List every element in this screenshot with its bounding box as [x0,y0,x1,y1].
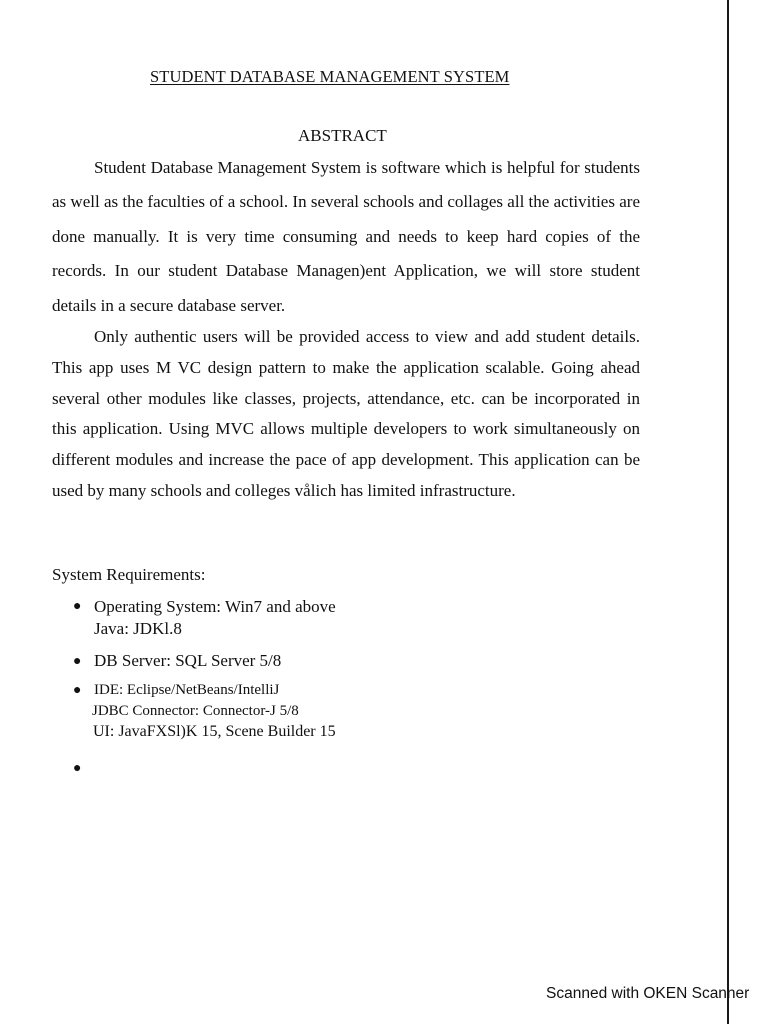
requirement-db-server: DB Server: SQL Server 5/8 [94,651,282,670]
requirement-jdbc: JDBC Connector: Connector-J 5/8 [92,703,299,719]
requirement-ide: IDE: Eclipse/NetBeans/IntelliJ [94,682,280,698]
requirement-ui: UI: JavaFXSl)K 15, Scene Builder 15 [93,723,336,740]
bullet-icon: ● [73,599,82,614]
abstract-paragraph-1: Student Database Management System is software which is helpful for students as well as the faculties of a school. In several schools and collages all the activities are done manually. It is very time consuming and needs to keep hard copies of the records. In our student Database Managen)ent Application, we will store student details in a secure database server. [52,158,640,315]
abstract-paragraph-2: Only authentic users will be provided access to view and add student details. This app uses M VC design pattern to make the application scalable. Going ahead several other modules like classes, projects, attendance, etc. can be incorporated in this application. Using MVC allows multiple developers to work simultaneously on different modules and increase the pace of app development. This application can be used by many schools and colleges vålich has limited infrastructure. [52,327,640,500]
bullet-icon: ● [73,761,82,776]
document-title: STUDENT DATABASE MANAGEMENT SYSTEM [150,67,510,86]
requirement-os: Operating System: Win7 and above [94,597,336,616]
abstract-heading: ABSTRACT [298,126,387,145]
bullet-icon: ● [73,683,82,698]
requirement-java: Java: JDKl.8 [94,619,182,638]
scanner-watermark: Scanned with OKEN Scanner [546,985,750,1002]
page-edge-line [727,0,729,1024]
requirements-heading: System Requirements: [52,565,206,584]
bullet-icon: ● [73,654,82,669]
